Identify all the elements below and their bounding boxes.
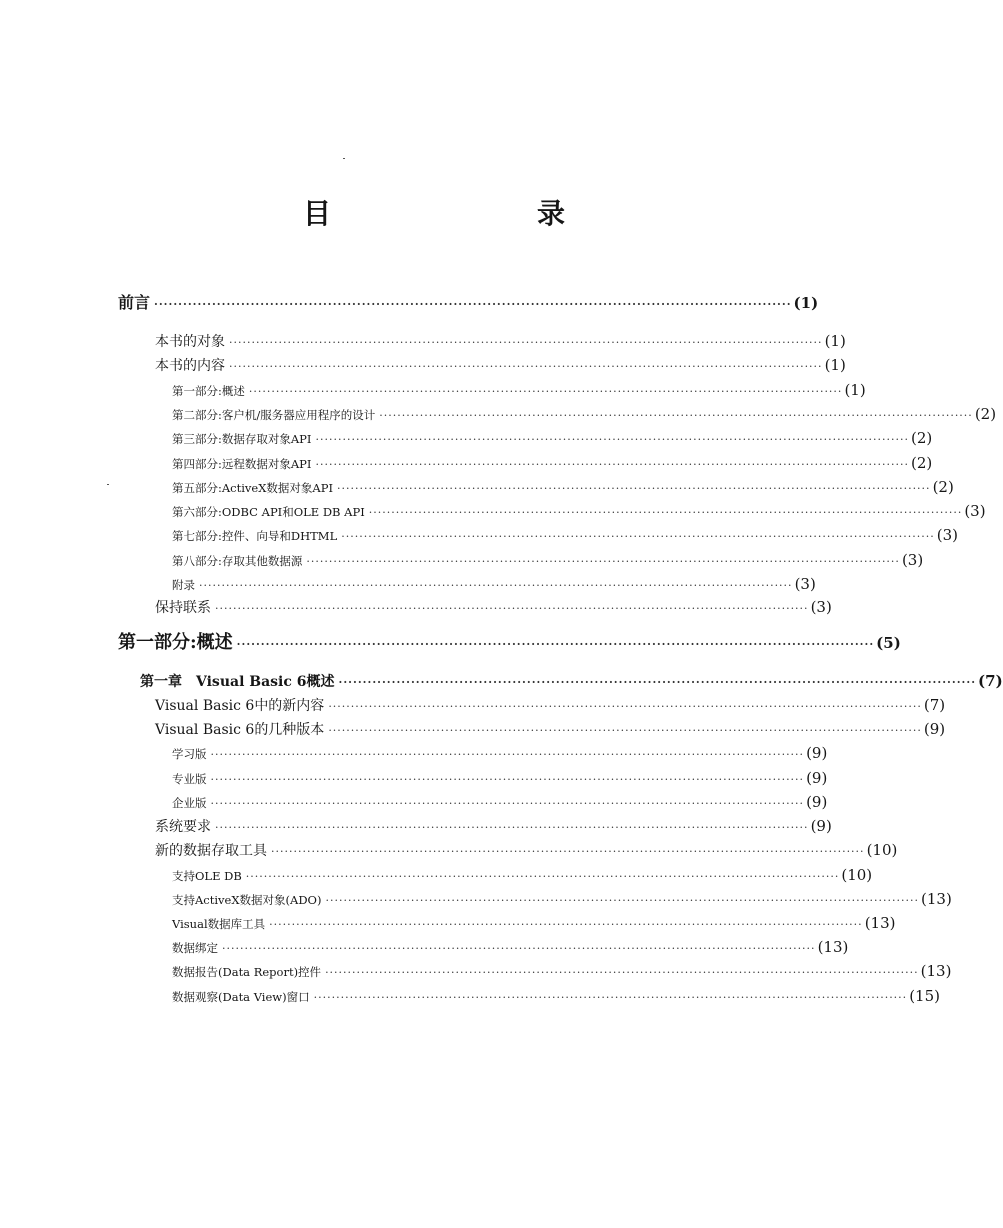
leader-dots: ····································································································································: [222, 942, 816, 955]
toc-entry[interactable]: [172, 476, 954, 498]
page-number: (1): [793, 294, 819, 312]
page-number: (13): [920, 962, 952, 980]
leader-dots: ····································································································································: [325, 894, 920, 907]
page-number: (9): [806, 793, 828, 811]
leader-dots: ····································································································································: [245, 870, 840, 883]
leader-dots: ····································································································································: [229, 360, 823, 373]
leader-dots: ····································································································································: [325, 966, 919, 979]
toc-entry-title: 第五部分:ActiveX数据对象API: [172, 481, 333, 495]
leader-dots: ····································································································································: [337, 482, 931, 495]
page-number: (3): [964, 502, 986, 520]
page-number: (3): [794, 575, 816, 593]
leader-dots: ····································································································································: [199, 579, 793, 592]
toc-entry[interactable]: [172, 767, 828, 789]
page-number: (1): [844, 381, 866, 399]
toc-entry-title: 本书的内容: [155, 358, 225, 374]
leader-dots: ····································································································································: [306, 555, 900, 568]
toc-entry-title: 学习版: [172, 747, 207, 761]
toc-entry[interactable]: [172, 549, 924, 571]
page-number: (1): [824, 356, 846, 374]
leader-dots: ····································································································································: [154, 298, 792, 311]
toc-entry[interactable]: [172, 791, 828, 813]
leader-dots: ····································································································································: [368, 506, 963, 519]
page-number: (5): [876, 634, 901, 652]
page-number: (15): [909, 987, 940, 1005]
toc-entry[interactable]: [172, 403, 997, 425]
toc-entry-title: 第一部分:概述: [172, 384, 245, 398]
toc-entry-title: 企业版: [172, 796, 207, 810]
leader-dots: ····································································································································: [215, 602, 809, 615]
leader-dots: ····································································································································: [248, 385, 843, 398]
page-number: (10): [866, 841, 898, 859]
page-number: (7): [923, 696, 946, 714]
toc-entry[interactable]: [172, 573, 816, 595]
toc-entry[interactable]: [172, 864, 873, 886]
page-number: (2): [911, 454, 933, 472]
toc-entry-title: Visual Basic 6中的新内容: [155, 698, 325, 714]
leader-dots: ····································································································································: [315, 458, 910, 471]
leader-dots: ····································································································································: [210, 797, 805, 810]
page-number: (9): [923, 720, 946, 738]
toc-entry[interactable]: [172, 936, 849, 958]
toc-entry-title: 第七部分:控件、向导和DHTML: [172, 529, 338, 543]
page-number: (1): [824, 332, 846, 350]
toc-entry[interactable]: [172, 379, 866, 401]
toc-entry-title: 系统要求: [155, 819, 211, 835]
toc-entry-title: 第四部分:远程数据对象API: [172, 457, 312, 471]
page-number: (13): [817, 938, 849, 956]
toc-entry-title: 附录: [172, 578, 195, 592]
leader-dots: ····································································································································: [236, 638, 875, 651]
toc-entry-title: 第八部分:存取其他数据源: [172, 554, 303, 568]
page-number: (2): [974, 405, 997, 423]
toc-entry[interactable]: [172, 912, 896, 934]
page-number: (3): [936, 526, 959, 544]
toc-entry-title: 第三部分:数据存取对象API: [172, 432, 312, 446]
toc-entry-title: 第一章 Visual Basic 6概述: [140, 674, 335, 690]
toc-entry[interactable]: [172, 742, 828, 764]
toc-entry[interactable]: [155, 694, 946, 716]
leader-dots: ····································································································································: [271, 845, 865, 858]
page-number: (13): [864, 914, 896, 932]
leader-dots: ····································································································································: [269, 918, 863, 931]
leader-dots: ····································································································································: [210, 773, 805, 786]
page-number: (7): [978, 672, 1003, 690]
toc-entry[interactable]: [155, 839, 898, 861]
toc-entry-title: Visual数据库工具: [172, 917, 266, 931]
toc-entry-title: 第一部分:概述: [118, 632, 233, 653]
leader-dots: ····································································································································: [328, 700, 922, 713]
leader-dots: ····································································································································: [313, 991, 908, 1004]
toc-entry[interactable]: [155, 330, 846, 352]
toc-entry-title: 本书的对象: [155, 334, 225, 350]
toc-entry[interactable]: [118, 632, 901, 654]
toc-entry-title: 支持ActiveX数据对象(ADO): [172, 893, 322, 907]
toc-entry[interactable]: [172, 427, 933, 449]
leader-dots: ····································································································································: [379, 409, 973, 422]
toc-entry[interactable]: [172, 888, 952, 910]
toc-entry-title: 第二部分:客户机/服务器应用程序的设计: [172, 408, 376, 422]
page-number: (9): [810, 817, 832, 835]
toc-entry[interactable]: [172, 500, 986, 522]
leader-dots: ····································································································································: [210, 748, 805, 761]
leader-dots: ····································································································································: [338, 676, 977, 689]
toc-entry[interactable]: [155, 596, 832, 618]
leader-dots: ····································································································································: [229, 336, 823, 349]
toc-entry-title: 专业版: [172, 772, 207, 786]
page-title: 目 录: [302, 197, 615, 230]
page-number: (2): [911, 429, 933, 447]
leader-dots: ····································································································································: [328, 724, 922, 737]
page-number: (9): [806, 769, 828, 787]
toc-entry-title: 第六部分:ODBC API和OLE DB API: [172, 505, 365, 519]
page-number: (13): [921, 890, 952, 908]
page-number: (9): [806, 744, 828, 762]
page-number: (3): [901, 551, 924, 569]
toc-entry-title: 新的数据存取工具: [155, 843, 267, 859]
page-number: (2): [932, 478, 954, 496]
toc-entry[interactable]: [155, 354, 846, 376]
toc-entry-title: 数据绑定: [172, 941, 218, 955]
toc-entry-title: 前言: [118, 293, 151, 312]
toc-entry[interactable]: [172, 960, 952, 982]
toc-entry[interactable]: [172, 985, 940, 1007]
toc-entry-title: 数据报告(Data Report)控件: [172, 965, 322, 979]
toc-entry-title: Visual Basic 6的几种版本: [155, 722, 325, 738]
leader-dots: ····································································································································: [341, 530, 935, 543]
toc-entry[interactable]: [172, 524, 959, 546]
leader-dots: ····································································································································: [215, 821, 809, 834]
toc-entry[interactable]: [140, 670, 1003, 692]
toc-entry[interactable]: [172, 452, 933, 474]
toc-entry[interactable]: [155, 815, 832, 837]
toc-entry[interactable]: [118, 292, 819, 314]
page-number: (3): [810, 598, 832, 616]
toc-entry-title: 支持OLE DB: [172, 869, 242, 883]
leader-dots: ····································································································································: [315, 433, 910, 446]
page-number: (10): [841, 866, 873, 884]
toc-entry-title: 保持联系: [155, 600, 211, 616]
toc-entry-title: 数据观察(Data View)窗口: [172, 990, 310, 1004]
toc-entry[interactable]: [155, 718, 946, 740]
